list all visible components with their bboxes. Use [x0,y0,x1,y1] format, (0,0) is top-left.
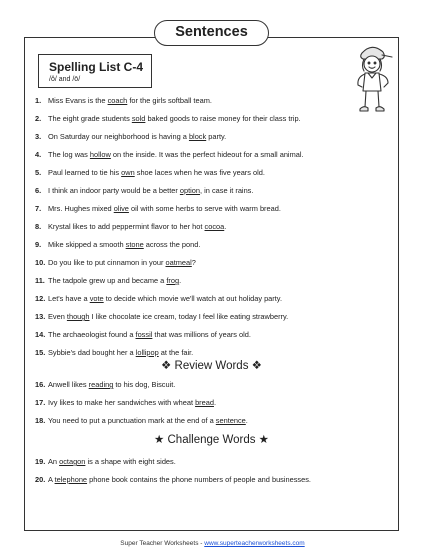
sentence-item: 14. The archaeologist found a fossil that was millions of years old. [35,330,251,339]
sentence-item: 20. A telephone phone book contains the phone numbers of people and businesses. [35,475,311,484]
page-title: Sentences [154,20,269,46]
sentence-item: 3. On Saturday our neighborhood is having a block party. [35,132,227,141]
spelling-list-title: Spelling List C-4 [49,60,144,74]
footer-brand: Super Teacher Worksheets - [120,540,205,547]
sentence-item: 17. Ivy likes to make her sandwiches with wheat bread. [35,398,217,407]
sentence-item: 10. Do you like to put cinnamon in your oatmeal? [35,258,196,267]
footer [0,540,425,548]
spelling-list-box [38,54,152,88]
sentence-item: 1. Miss Evans is the coach for the girls softball team. [35,96,212,105]
mascot-girl-illustration [348,43,396,119]
footer-url-link[interactable]: www.superteacherworksheets.com [204,540,305,547]
sentence-item: 7. Mrs. Hughes mixed olive oil with some herbs to serve with warm bread. [35,204,281,213]
sentence-item: 16. Anwell likes reading to his dog, Biscuit. [35,380,176,389]
review-words-heading: ❖ Review Words ❖ [161,360,262,372]
sentence-item: 11. The tadpole grew up and became a frog. [35,276,182,285]
sentence-item: 19. An octagon is a shape with eight sides. [35,457,176,466]
sentence-item: 13. Even though I like chocolate ice cream, today I feel like eating strawberry. [35,312,289,321]
sentence-item: 15. Sybbie's dad bought her a lollipop at the fair. [35,348,194,357]
sentence-item: 18. You need to put a punctuation mark at the end of a sentence. [35,416,248,425]
sentence-item: 8. Krystal likes to add peppermint flavor to her hot cocoa. [35,222,227,231]
sentence-item: 2. The eight grade students sold baked goods to raise money for their class trip. [35,114,301,123]
spelling-list-subtitle: /ŏ/ and /ō/ [49,76,81,83]
sentence-item: 9. Mike skipped a smooth stone across the pond. [35,240,201,249]
challenge-words-heading: ★ Challenge Words ★ [153,434,269,446]
sentence-item: 6. I think an indoor party would be a better option, in case it rains. [35,186,254,195]
sentence-item: 5. Paul learned to tie his own shoe laces when he was five years old. [35,168,265,177]
sentence-item: 4. The log was hollow on the inside. It was the perfect hideout for a small animal. [35,150,304,159]
sentence-item: 12. Let's have a vote to decide which movie we'll watch at out holiday party. [35,294,282,303]
